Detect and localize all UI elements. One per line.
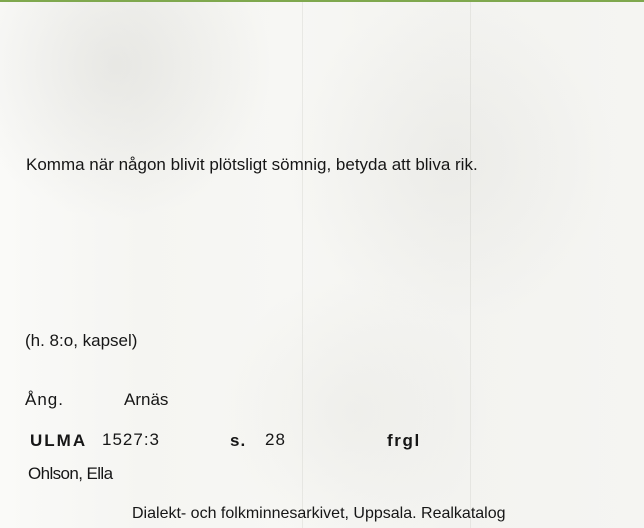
source-note: (h. 8:o, kapsel): [25, 331, 138, 350]
paper-fold-line: [302, 2, 303, 528]
paper-fold-line: [470, 2, 471, 528]
category-code: frgl: [387, 431, 421, 450]
collector-name: Ohlson, Ella: [28, 464, 113, 483]
main-text: Komma när någon blivit plötsligt sömnig, betyda att bliva rik.: [26, 155, 478, 174]
archive-code: ULMA: [30, 431, 88, 450]
ang-label: Ång.: [25, 390, 64, 409]
archive-footer: Dialekt- och folkminnesarkivet, Uppsala. Realkatalog: [132, 505, 506, 522]
record-number: 1527:3: [102, 430, 160, 449]
ang-value: Arnäs: [124, 390, 169, 409]
page-label: s.: [230, 431, 247, 450]
page-number: 28: [265, 430, 286, 449]
